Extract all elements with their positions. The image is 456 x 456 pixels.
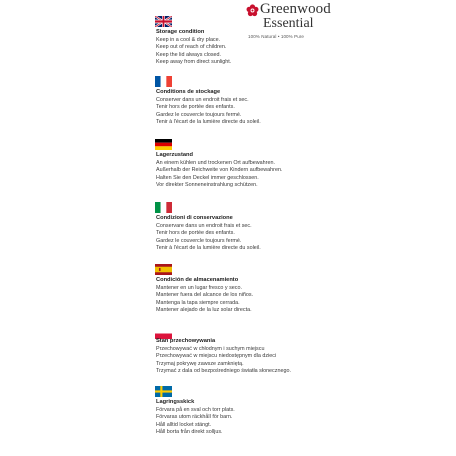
spain-flag-icon [155, 264, 172, 275]
france-flag-icon [155, 76, 172, 87]
italy-flag-icon [155, 202, 172, 213]
section-line: Trzymaj pokrywę zawsze zamkniętą. [156, 360, 244, 367]
section-lines [156, 160, 282, 189]
section-line: Halten Sie den Deckel immer geschlossen. [156, 174, 259, 181]
brand-name-line1: Greenwood [260, 1, 331, 17]
section-lines [156, 346, 291, 375]
section-line: Tenir hors de portée des enfants. [156, 104, 235, 111]
section-title: Stan przechowywania [156, 338, 216, 344]
section-title: Conditions de stockage [156, 89, 221, 95]
section-line: Tenir à l'écart de la lumière directe du soleil. [156, 245, 261, 252]
section-line: An einem kühlen und trockenen Ort aufbewahren. [156, 160, 275, 166]
section-line: Gardez le couvercle toujours fermé. [156, 237, 242, 244]
section-line: Przechowywać w chłodnym i suchym miejscu [156, 346, 265, 352]
section-lines [156, 37, 231, 66]
section-line: Mantener fuera del alcance de los niños. [156, 292, 254, 299]
section-title: Condición de almacenamiento [156, 277, 239, 283]
section-line: Gardez le couvercle toujours fermé. [156, 111, 242, 118]
uk-flag-icon [155, 16, 172, 27]
section-line: Mantenga la tapa siempre cerrada. [156, 299, 240, 306]
section-line: Trzymać z dala od bezpośredniego światła słonecznego. [156, 368, 291, 375]
section-line: Conserver dans un endroit frais et sec. [156, 97, 249, 103]
section-line: Tenir à l'écart de la lumière directe du soleil. [156, 119, 261, 126]
section-line: Keep the lid always closed. [156, 51, 222, 58]
brand-name-line2: Essential [263, 16, 314, 31]
section-line: Vor direkter Sonneneinstrahlung schützen. [156, 182, 258, 189]
section-line: Mantener alejado de la luz solar directa. [156, 307, 252, 314]
section-lines [156, 285, 253, 314]
sweden-flag-icon [155, 386, 172, 397]
section-title: Storage condition [156, 29, 205, 35]
section-line: Przechowywać w miejscu niedostępnym dla dzieci [156, 353, 277, 360]
section-line: Conservare dans un endroit frais et sec. [156, 223, 252, 229]
section-lines [156, 223, 261, 252]
germany-flag-icon [155, 139, 172, 150]
flower-logo-icon [246, 4, 259, 17]
section-line: Keep away from direct sunlight. [156, 59, 232, 66]
section-line: Tenir hors de portée des enfants. [156, 230, 235, 237]
brand-tagline: 100% Natural • 100% Pure [248, 34, 305, 39]
section-line: Håll alltid locket stängt. [156, 421, 212, 428]
section-line: Außerhalb der Reichweite von Kindern aufbewahren. [156, 167, 283, 174]
section-line: Keep out of reach of children. [156, 44, 227, 51]
section-title: Lagerzustand [156, 152, 193, 158]
section-title: Condizioni di conservazione [156, 215, 233, 221]
section-line: Förvaras utom räckhåll för barn. [156, 414, 233, 421]
section-line: Mantener en un lugar fresco y seco. [156, 285, 242, 291]
section-title: Lagringsskick [156, 399, 195, 405]
section-lines [156, 407, 235, 436]
section-lines [156, 97, 261, 126]
section-line: Förvara på en sval och torr plats. [156, 407, 235, 413]
section-line: Håll borta från direkt solljus. [156, 429, 223, 436]
section-line: Keep in a cool & dry place. [156, 37, 221, 43]
